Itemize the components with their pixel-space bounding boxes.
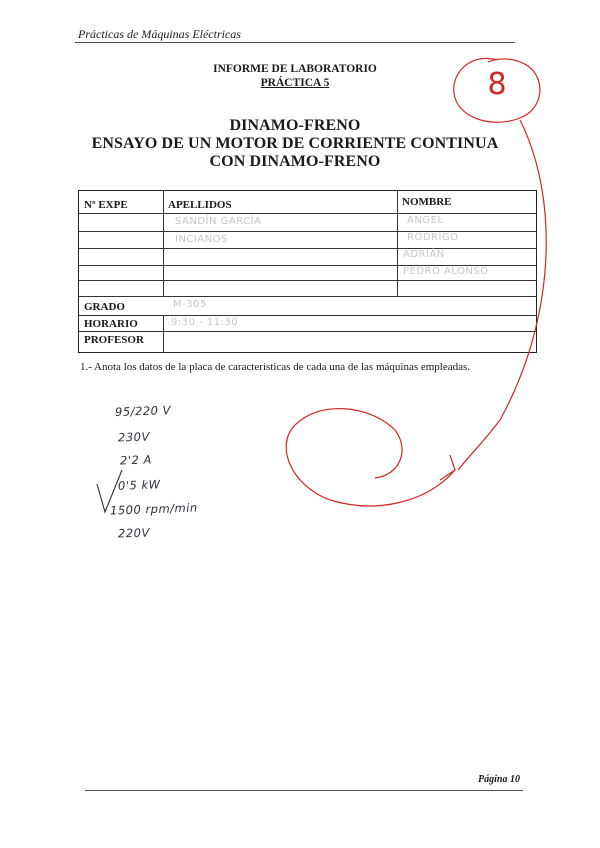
value-horario: 9:30 - 11:30 <box>171 317 239 328</box>
practice-title: PRÁCTICA 5 <box>260 77 330 89</box>
check-mark <box>97 470 122 512</box>
handwritten-value: 230V <box>117 429 151 445</box>
handwritten-value: 2'2 A <box>119 452 153 468</box>
label-profesor: PROFESOR <box>84 334 144 346</box>
main-title-line-3: CON DINAMO-FRENO <box>209 153 381 170</box>
handwritten-value: 0'5 kW <box>117 477 161 493</box>
report-title: INFORME DE LABORATORIO <box>213 63 377 75</box>
row-2-nombre: RODRIGO <box>407 232 459 243</box>
header-expe: Nº EXPE <box>84 199 128 211</box>
grade-mark: 8 <box>487 67 507 102</box>
handwritten-value: 1500 rpm/min <box>109 500 198 518</box>
row-1-apellidos: SANDÍN GARCÍA <box>175 216 262 227</box>
header-apellidos: APELLIDOS <box>168 199 232 211</box>
correction-arc <box>500 120 546 420</box>
footer-rule <box>85 790 523 791</box>
correction-swirl <box>286 409 455 506</box>
running-header: Prácticas de Máquinas Eléctricas <box>78 27 241 41</box>
row-4-nombre: PEDRO ALONSO <box>403 266 489 277</box>
handwritten-value: 95/220 V <box>114 403 172 419</box>
main-title-line-2: ENSAYO DE UN MOTOR DE CORRIENTE CONTINUA <box>91 135 499 152</box>
value-grado: M-305 <box>173 299 207 310</box>
label-grado: GRADO <box>84 301 125 313</box>
correction-tail <box>458 420 500 470</box>
handwritten-value: 220V <box>117 525 151 541</box>
page-number: Página 10 <box>478 774 520 785</box>
header-nombre: NOMBRE <box>402 196 452 208</box>
label-horario: HORARIO <box>84 318 138 330</box>
row-2-apellidos: INCIANOS <box>175 234 228 245</box>
row-1-nombre: ÁNGEL <box>407 215 444 226</box>
question-1: 1.- Anota los datos de la placa de características de cada una de las máquinas empleadas. <box>80 361 471 373</box>
row-3-nombre: ADRIÁN <box>403 249 445 260</box>
main-title-line-1: DINAMO-FRENO <box>229 117 361 134</box>
correction-tick <box>440 455 455 480</box>
